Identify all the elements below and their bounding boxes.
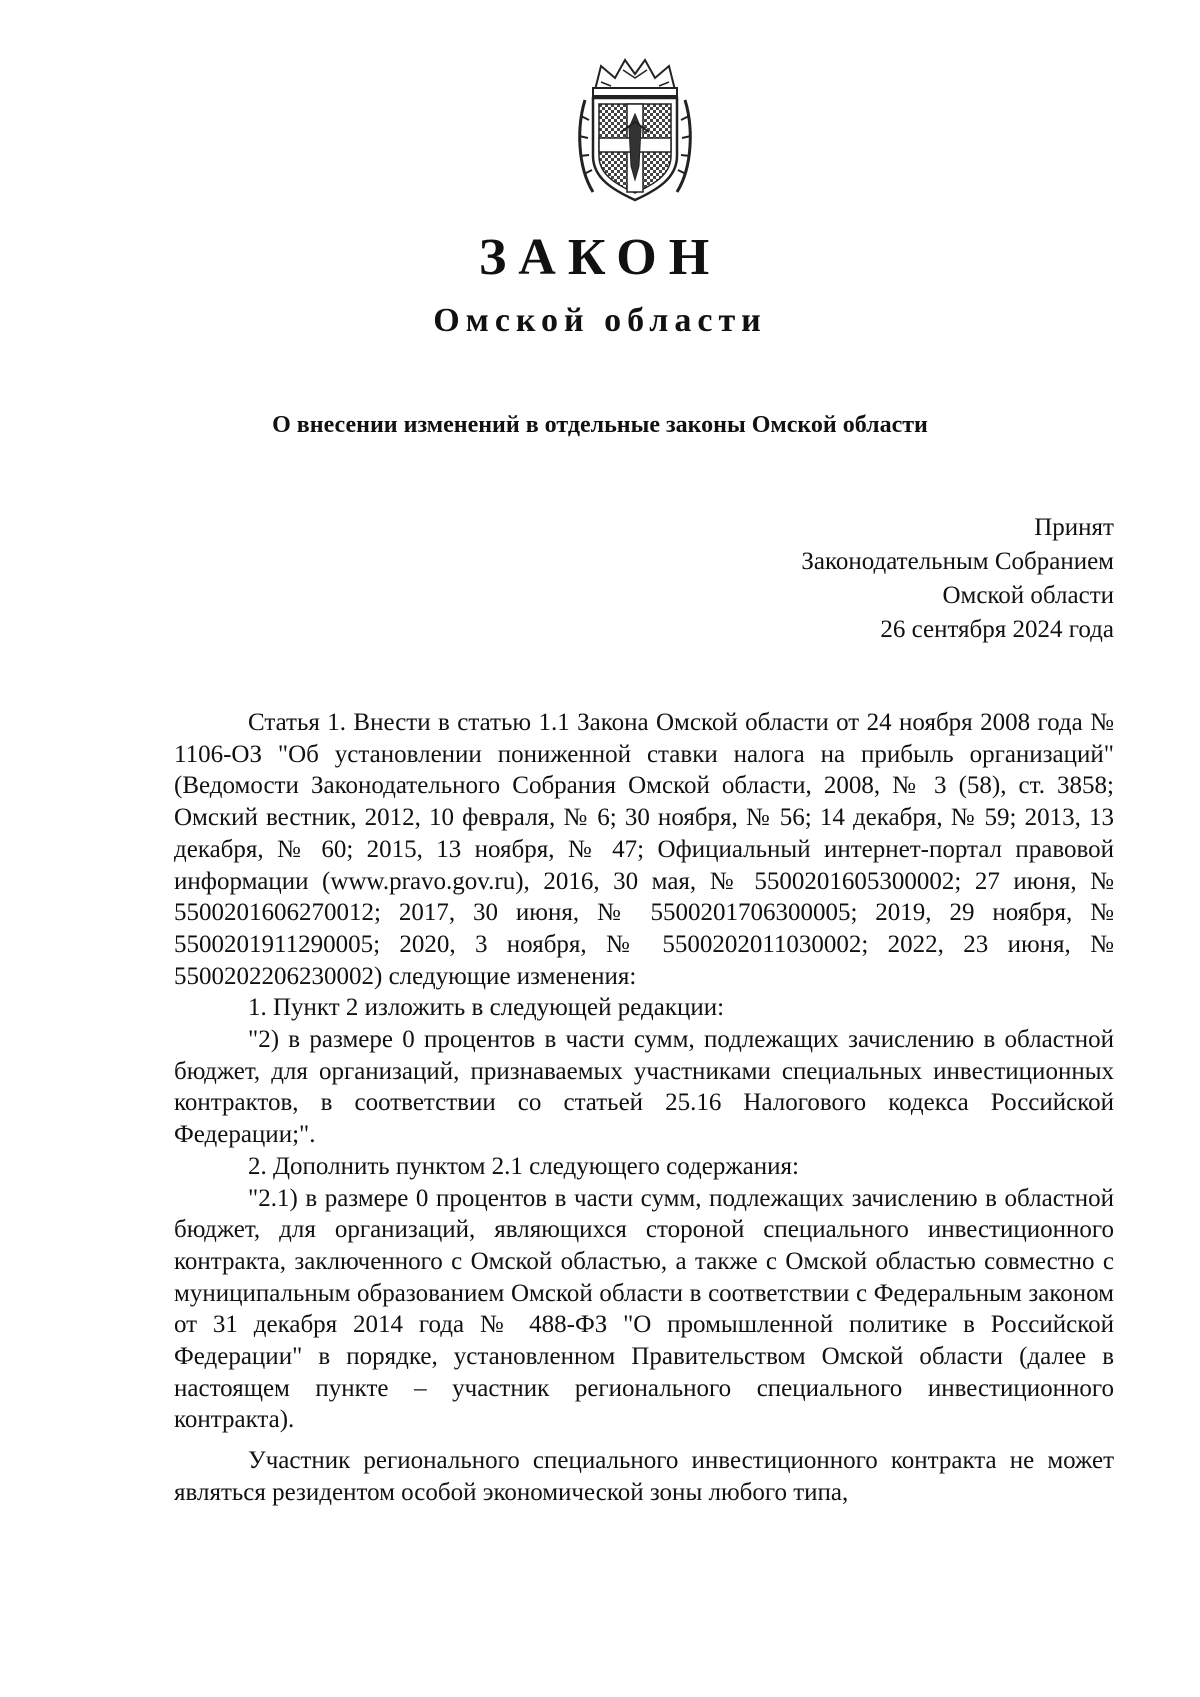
document-region: Омской области xyxy=(433,302,767,339)
adoption-line: Омской области xyxy=(942,582,1114,609)
document-subject: О внесении изменений в отдельные законы Омской области xyxy=(272,412,928,438)
body-paragraph: "2) в размере 0 процентов в части сумм, подлежащих зачислению в областной бюджет, для организаций, признаваемых участниками специальных инвестиционных контрактов, в соответствии со статьей 25.16 Налогового кодекса Российской Федерации;". xyxy=(174,1026,1114,1149)
body-paragraph: Статья 1. Внести в статью 1.1 Закона Омской области от 24 ноября 2008 года № 1106-ОЗ "Об установлении пониженной ставки налога на прибыль организаций" (Ведомости Законодательного Собрания Омской области, 2008, № 3 (58), ст. 3858; Омский вестник, 2012, 10 февраля, № 6; 30 ноября, № 56; 14 декабря, № 59; 2013, 13 декабря, № 60; 2015, 13 ноября, № 47; Официальный интернет-портал правовой информации (www.pravo.gov.ru), 2016, 30 мая, № 5500201605300002; 27 июня, № 5500201606270012; 2017, 30 июня, № 5500201706300005; 2019, 29 ноября, № 5500201911290005; 2020, 3 ноября, № 5500202011030002; 2022, 23 июня, № 5500202206230002) следующие изменения: xyxy=(174,709,1114,990)
body-paragraph: Участник регионального специального инвестиционного контракта не может являться резидентом особой экономической зоны любого типа, xyxy=(174,1447,1114,1506)
adoption-line: Законодательным Собранием xyxy=(801,548,1114,575)
body-paragraph: 2. Дополнить пунктом 2.1 следующего содержания: xyxy=(248,1152,799,1180)
adoption-line: Принят xyxy=(1034,514,1114,541)
body-paragraph: 1. Пункт 2 изложить в следующей редакции: xyxy=(248,994,725,1022)
body-paragraph: "2.1) в размере 0 процентов в части сумм, подлежащих зачислению в областной бюджет, для организаций, являющихся стороной специального инвестиционного контракта, заключенного с Омской областью, а также с Омской областью совместно с муниципальным образованием Омской области в соответствии с Федеральным законом от 31 декабря 2014 года № 488-ФЗ "О промышленной политике в Российской Федерации" в порядке, установленном Правительством Омской области (далее в настоящем пункте – участник регионального специального инвестиционного контракта). xyxy=(174,1184,1114,1434)
document-body xyxy=(174,707,1114,1509)
document-title: ЗАКОН xyxy=(478,229,722,286)
adoption-date: 26 сентября 2024 года xyxy=(880,616,1114,643)
adoption-block xyxy=(801,511,1114,647)
coat-of-arms-icon xyxy=(575,56,695,204)
